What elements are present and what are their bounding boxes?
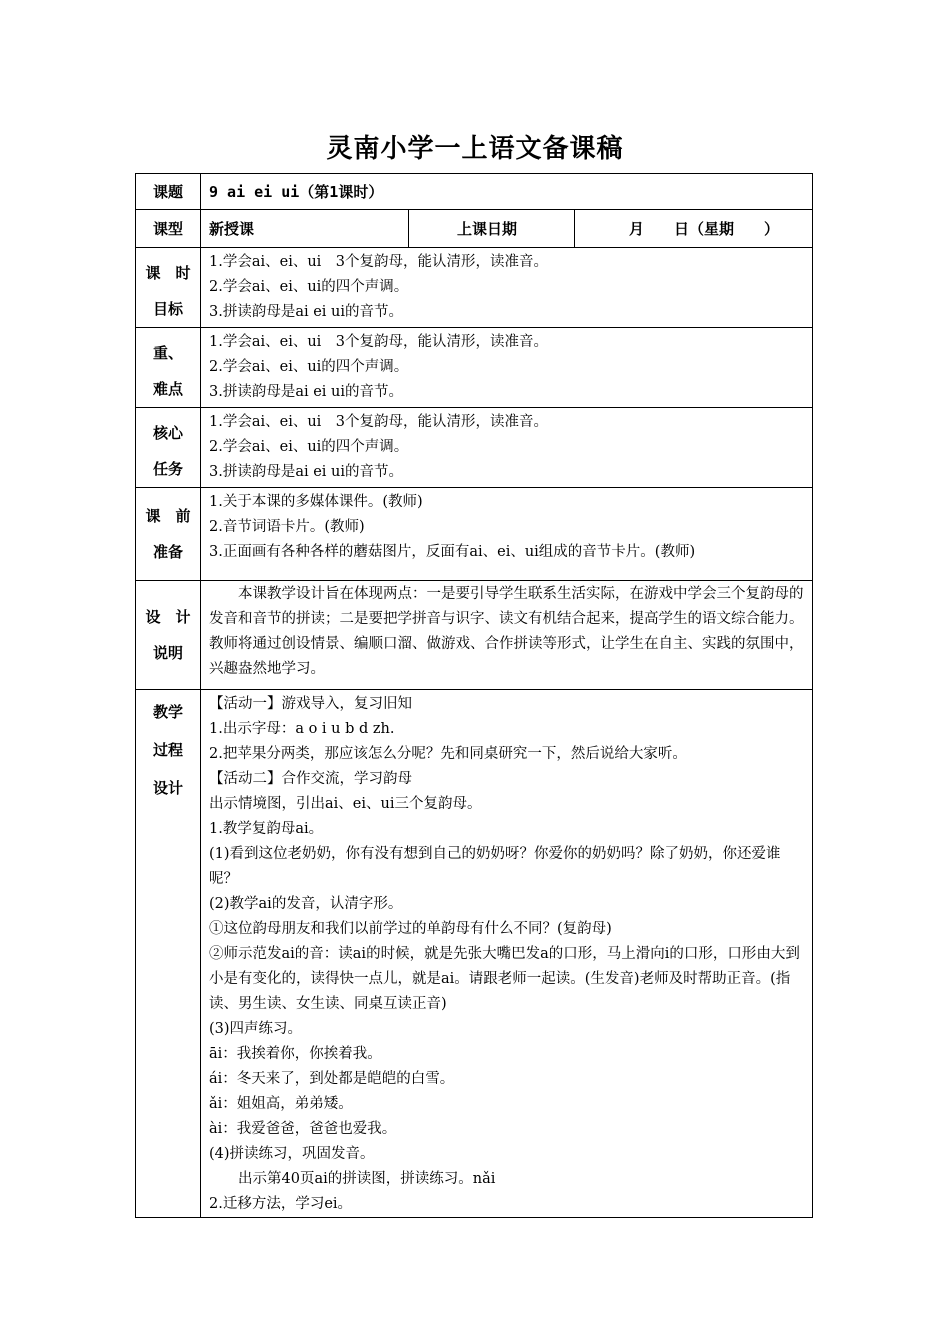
goals-row [136,248,813,328]
key-point-item: 1.学会ai、ei、ui 3个复韵母，能认清形，读准音。 [209,334,549,350]
key-points-label-line2: 难点 [152,380,183,398]
date-value: 月 日（星期 ） [575,210,813,248]
design-notes-label [136,581,201,690]
process-line: 2.迁移方法，学习ei。 [209,1196,353,1212]
core-tasks-label-line2: 任务 [152,460,183,478]
process-line: 出示第40页ai的拼读图，拼读练习。nǎi [238,1171,496,1187]
preparation-item: 3.正面画有各种各样的蘑菇图片，反面有ai、ei、ui组成的音节卡片。(教师) [209,544,696,560]
process-line: 2.把苹果分两类，那应该怎么分呢？先和同桌研究一下，然后说给大家听。 [209,746,687,762]
type-value: 新授课 [201,210,409,248]
process-line: ①这位韵母朋友和我们以前学过的单韵母有什么不同？(复韵母) [209,921,612,937]
goals-label [136,248,201,328]
page-title: 灵南小学一上语文备课稿 [326,134,624,164]
process-line: (1)看到这位老奶奶，你有没有想到自己的奶奶呀？你爱你的奶奶吗？除了奶奶，你还爱谁呢？ [209,846,781,887]
design-notes-row [136,581,813,690]
key-points-row [136,328,813,408]
process-label-line1: 教学 [152,703,183,721]
goal-item: 1.学会ai、ei、ui 3个复韵母，能认清形，读准音。 [209,254,549,270]
core-tasks-row [136,408,813,488]
preparation-label-line2: 准备 [152,543,183,561]
design-notes-label-line1: 设 计 [145,608,191,626]
lesson-plan-table [135,173,813,1218]
process-line: 【活动二】合作交流，学习韵母 [209,771,412,787]
process-label [136,690,201,1218]
key-point-item: 2.学会ai、ei、ui的四个声调。 [209,359,409,375]
process-line: ǎi：姐姐高，弟弟矮。 [209,1096,353,1112]
process-content [201,690,813,1218]
core-task-item: 1.学会ai、ei、ui 3个复韵母，能认清形，读准音。 [209,414,549,430]
goal-item: 3.拼读韵母是ai ei ui的音节。 [209,304,404,320]
preparation-item: 1.关于本课的多媒体课件。(教师) [209,494,423,510]
process-label-line3: 设计 [152,779,183,797]
design-notes-text: 本课教学设计旨在体现两点：一是要引导学生联系生活实际，在游戏中学会三个复韵母的发音和音节的拼读；二是要把学拼音与识字、读文有机结合起来，提高学生的语文综合能力。教师将通过创设情景、编顺口溜、做游戏、合作拼读等形式，让学生在自主、实践的氛围中，兴趣盎然地学习。 [209,586,804,677]
key-points-content [201,328,813,408]
topic-row [136,174,813,210]
process-line: 1.出示字母：a o i u b d zh. [209,721,395,737]
topic-label: 课题 [136,174,201,210]
preparation-content [201,488,813,581]
process-row [136,690,813,1218]
core-tasks-label [136,408,201,488]
core-tasks-content [201,408,813,488]
process-line: (3)四声练习。 [209,1021,303,1037]
key-point-item: 3.拼读韵母是ai ei ui的音节。 [209,384,404,400]
key-points-label-line1: 重、 [152,344,183,362]
core-task-item: 3.拼读韵母是ai ei ui的音节。 [209,464,404,480]
core-tasks-label-line1: 核心 [152,424,183,442]
goals-label-line1: 课 时 [145,264,191,282]
process-line: ②师示范发ai的音：读ai的时候，就是先张大嘴巴发a的口形，马上滑向i的口形，口形由大到小是有变化的，读得快一点儿，就是ai。请跟老师一起读。(生发音)老师及时帮助正音。(指读、男生读、女生读、同桌互读正音) [209,946,800,1012]
process-line: ái：冬天来了，到处都是皑皑的白雪。 [209,1071,455,1087]
process-line: (4)拼读练习，巩固发音。 [209,1146,375,1162]
design-notes-label-line2: 说明 [152,644,183,662]
preparation-item: 2.音节词语卡片。(教师) [209,519,365,535]
process-line: 【活动一】游戏导入，复习旧知 [209,696,412,712]
goals-label-line2: 目标 [152,300,183,318]
process-label-line2: 过程 [152,741,183,759]
key-points-label [136,328,201,408]
process-line: ài：我爱爸爸，爸爸也爱我。 [209,1121,397,1137]
process-line: 出示情境图，引出ai、ei、ui三个复韵母。 [209,796,482,812]
type-row [136,210,813,248]
process-line: āi：我挨着你，你挨着我。 [209,1046,382,1062]
type-label: 课型 [136,210,201,248]
preparation-label-line1: 课 前 [145,507,191,525]
topic-value: 9 ai ei ui（第1课时） [201,174,813,210]
preparation-label [136,488,201,581]
design-notes-content [201,581,813,690]
process-line: 1.教学复韵母ai。 [209,821,324,837]
preparation-row [136,488,813,581]
core-task-item: 2.学会ai、ei、ui的四个声调。 [209,439,409,455]
goal-item: 2.学会ai、ei、ui的四个声调。 [209,279,409,295]
date-label: 上课日期 [409,210,575,248]
process-line: (2)教学ai的发音，认清字形。 [209,896,403,912]
goals-content [201,248,813,328]
